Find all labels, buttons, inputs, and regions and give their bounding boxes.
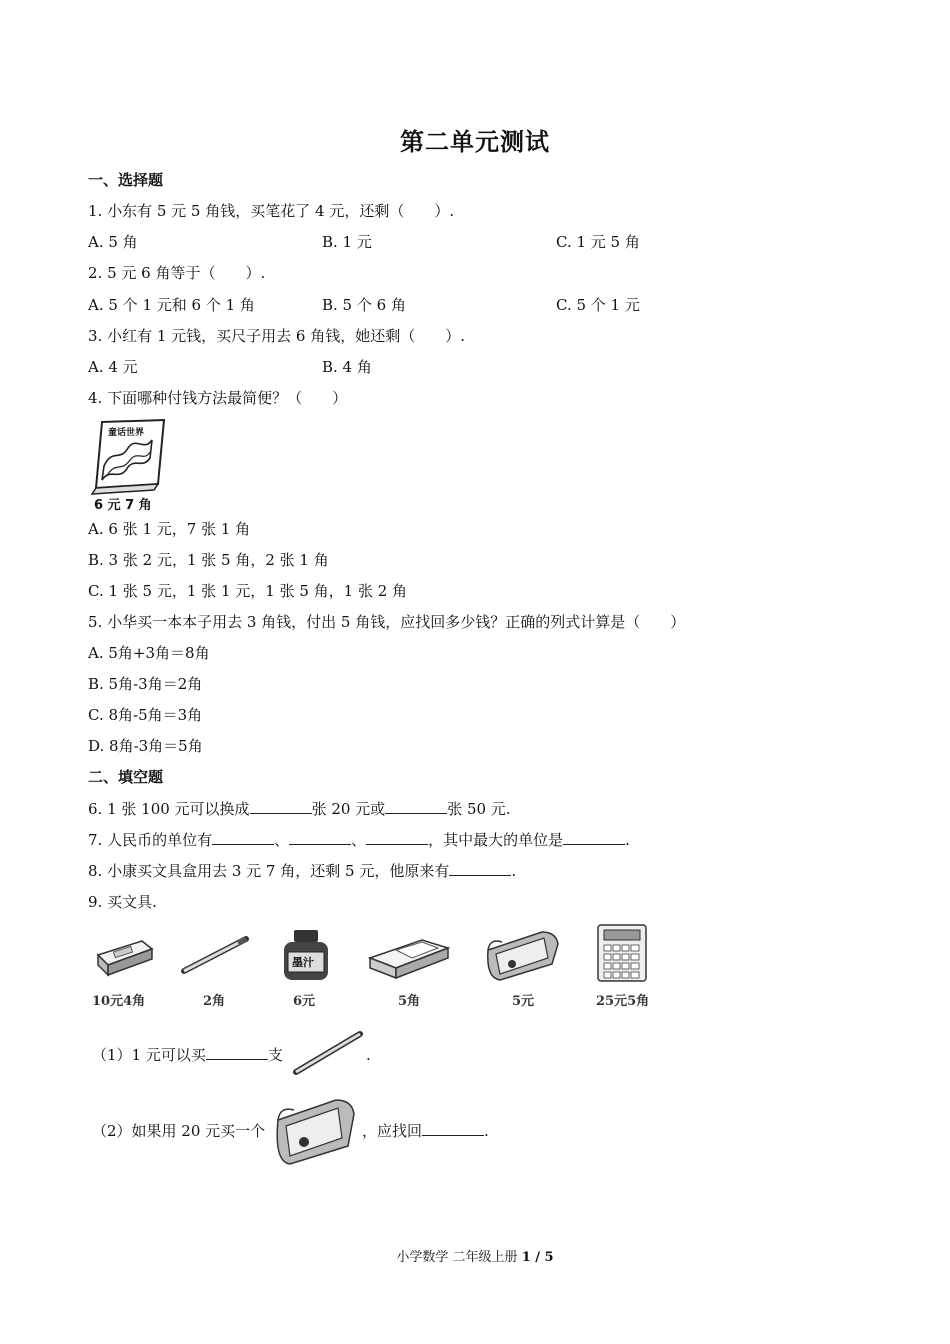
question-5-option-a: A. 5角+3角＝8角 [88,644,210,662]
calculator-price: 25元5角 [596,994,650,1009]
answer-blank[interactable] [385,799,447,814]
question-5-stem: 5. 小华买一本本子用去 3 角钱，付出 5 角钱，应找回多少钱？正确的列式计算是（ ） [88,613,686,631]
calculator-icon [596,923,648,983]
ink-bottle-label: 墨汁 [292,956,314,969]
pencil-icon [180,935,252,977]
question-5-option-d: D. 8角-3角＝5角 [88,737,203,755]
question-3-option-a: A. 4 元 [88,358,138,376]
question-2-option-a: A. 5 个 1 元和 6 个 1 角 [88,296,255,314]
section-heading-fill: 二、填空题 [88,768,164,786]
question-6-text-1: 6. 1 张 100 元可以换成 [88,800,250,818]
answer-blank[interactable] [250,799,312,814]
footer-text: 小学数学 二年级上册 [396,1250,522,1265]
answer-blank[interactable] [212,830,274,845]
question-7-text-1: 7. 人民币的单位有 [88,831,213,849]
pencil-price: 2角 [203,994,226,1009]
ink-bottle-price: 6元 [293,994,316,1009]
question-4-option-b: B. 3 张 2 元，1 张 5 角，2 张 1 角 [88,551,329,569]
question-8 [88,861,516,881]
question-6-text-3: 张 50 元. [447,800,511,818]
question-1-option-a: A. 5 角 [88,233,138,251]
question-1-option-b: B. 1 元 [322,233,372,251]
pencil-case-icon [482,928,562,982]
question-9-part-1-text-1: （1）1 元可以买 [92,1046,206,1064]
question-6-text-2: 张 20 元或 [311,800,386,818]
question-3-option-b: B. 4 角 [322,358,372,376]
answer-blank[interactable] [449,861,511,876]
question-7-text-2: ，其中最大的单位是 [428,831,564,849]
question-8-text-1: 8. 小康买文具盒用去 3 元 7 角，还剩 5 元，他原来有 [88,862,450,880]
question-4-option-c: C. 1 张 5 元，1 张 1 元，1 张 5 角，1 张 2 角 [88,582,408,600]
question-2-option-b: B. 5 个 6 角 [322,296,406,314]
answer-blank[interactable] [422,1121,484,1136]
question-2-option-c: C. 5 个 1 元 [556,296,640,314]
question-5-option-b: B. 5角-3角＝2角 [88,675,203,693]
ink-bottle-icon [278,928,334,982]
question-6 [88,799,511,819]
answer-blank[interactable] [289,830,351,845]
book-cover-title: 童话世界 [108,428,145,438]
question-7 [88,830,630,850]
book-price: 6 元 7 角 [94,498,152,513]
question-9-stem: 9. 买文具. [88,893,157,911]
question-9-part-2-end: . [484,1122,489,1140]
question-1-option-c: C. 1 元 5 角 [556,233,640,251]
pencil-case-price: 5元 [512,994,535,1009]
question-9-part-1-end: . [366,1046,371,1064]
question-5-option-c: C. 8角-5角＝3角 [88,706,203,724]
pencil-box-icon [92,935,156,983]
question-8-end: . [511,862,517,880]
page-footer [0,1246,950,1265]
eraser-price: 5角 [398,994,421,1009]
question-2-stem: 2. 5 元 6 角等于（ ）. [88,264,266,282]
answer-blank[interactable] [563,830,625,845]
question-4-stem: 4. 下面哪种付钱方法最简便？（ ） [88,389,348,407]
pencil-icon [292,1030,366,1078]
question-3-stem: 3. 小红有 1 元钱，买尺子用去 6 角钱，她还剩（ ）. [88,327,466,345]
storybook-picture [88,418,168,512]
page-number: 1 / 5 [521,1250,554,1265]
question-7-end: . [625,831,630,849]
eraser-icon [366,936,452,980]
question-9-part-1 [92,1045,283,1065]
separator: 、 [274,831,290,849]
answer-blank[interactable] [206,1045,268,1060]
question-1-stem: 1. 小东有 5 元 5 角钱，买笔花了 4 元，还剩（ ）. [88,202,455,220]
pencil-case-icon [272,1094,358,1168]
pencil-box-price: 10元4角 [92,994,146,1009]
section-heading-choice: 一、选择题 [88,171,164,189]
question-9-part-2 [362,1121,489,1141]
question-9-part-2-text-1: （2）如果用 20 元买一个 [92,1122,266,1140]
separator: 、 [351,831,367,849]
answer-blank[interactable] [366,830,428,845]
question-9-part-2-text-2: ，应找回 [362,1122,423,1140]
page-title: 第二单元测试 [400,127,550,156]
question-4-option-a: A. 6 张 1 元，7 张 1 角 [88,520,251,538]
question-9-part-1-text-2: 支 [267,1046,283,1064]
